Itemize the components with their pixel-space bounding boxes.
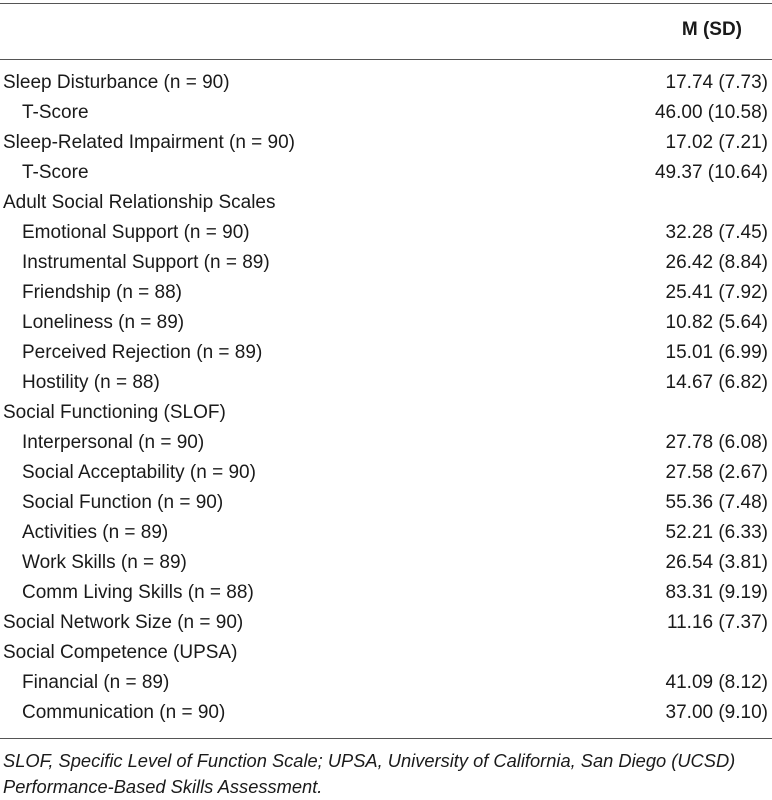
row-label: Social Acceptability (n = 90) (22, 462, 256, 483)
table-row (0, 698, 772, 728)
row-label: Emotional Support (n = 90) (22, 222, 250, 243)
table-body (0, 68, 772, 728)
row-value: 37.00 (9.10) (665, 702, 768, 723)
row-value: 17.74 (7.73) (665, 72, 768, 93)
column-header-mean-sd: M (SD) (681, 19, 742, 40)
row-value: 10.82 (5.64) (665, 312, 768, 333)
table-row (0, 128, 772, 158)
row-value: 26.42 (8.84) (665, 252, 768, 273)
table-row (0, 608, 772, 638)
row-label: T-Score (22, 102, 89, 123)
table-row (0, 488, 772, 518)
table-row (0, 518, 772, 548)
row-label: Social Functioning (SLOF) (3, 402, 226, 423)
row-label: Work Skills (n = 89) (22, 552, 187, 573)
row-value: 26.54 (3.81) (665, 552, 768, 573)
table-row (0, 668, 772, 698)
row-label: Social Function (n = 90) (22, 492, 224, 513)
table-row (0, 548, 772, 578)
row-label: Activities (n = 89) (22, 522, 169, 543)
table-row (0, 428, 772, 458)
row-label: Friendship (n = 88) (22, 282, 182, 303)
row-label: Social Network Size (n = 90) (3, 612, 244, 633)
table-bottom-rule (0, 738, 772, 739)
row-label: T-Score (22, 162, 89, 183)
table-row (0, 98, 772, 128)
row-value: 83.31 (9.19) (665, 582, 768, 603)
row-value: 49.37 (10.64) (654, 162, 768, 183)
row-value: 25.41 (7.92) (665, 282, 768, 303)
row-label: Communication (n = 90) (22, 702, 226, 723)
row-value: 32.28 (7.45) (665, 222, 768, 243)
row-value: 14.67 (6.82) (665, 372, 768, 393)
table-row (0, 368, 772, 398)
row-value: 11.16 (7.37) (666, 612, 768, 633)
row-value: 27.58 (2.67) (665, 462, 768, 483)
row-label: Social Competence (UPSA) (3, 642, 238, 663)
table-row (0, 218, 772, 248)
table-row (0, 578, 772, 608)
row-value: 55.36 (7.48) (665, 492, 768, 513)
table-row (0, 68, 772, 98)
row-label: Adult Social Relationship Scales (3, 192, 276, 213)
table-top-rule (0, 3, 772, 4)
row-value: 41.09 (8.12) (665, 672, 768, 693)
table-row (0, 248, 772, 278)
row-value: 27.78 (6.08) (665, 432, 768, 453)
row-label: Sleep-Related Impairment (n = 90) (3, 132, 296, 153)
table-row (0, 458, 772, 488)
table-row (0, 398, 772, 428)
row-label: Hostility (n = 88) (22, 372, 160, 393)
table-row (0, 338, 772, 368)
table-row (0, 278, 772, 308)
row-value: 52.21 (6.33) (665, 522, 768, 543)
row-value: 15.01 (6.99) (665, 342, 768, 363)
row-value: 46.00 (10.58) (654, 102, 768, 123)
row-label: Financial (n = 89) (22, 672, 170, 693)
row-label: Perceived Rejection (n = 89) (22, 342, 263, 363)
row-label: Sleep Disturbance (n = 90) (3, 72, 230, 93)
header-rule (0, 59, 772, 60)
table-row (0, 308, 772, 338)
row-label: Interpersonal (n = 90) (22, 432, 205, 453)
table-row (0, 188, 772, 218)
row-value: 17.02 (7.21) (665, 132, 768, 153)
row-label: Loneliness (n = 89) (22, 312, 185, 333)
table-row (0, 638, 772, 668)
row-label: Comm Living Skills (n = 88) (22, 582, 254, 603)
row-label: Instrumental Support (n = 89) (22, 252, 270, 273)
table-footnote: SLOF, Specific Level of Function Scale; UPSA, University of California, San Diego (UCSD) Performance-Based Skills Assessment. (3, 750, 736, 797)
table-row (0, 158, 772, 188)
